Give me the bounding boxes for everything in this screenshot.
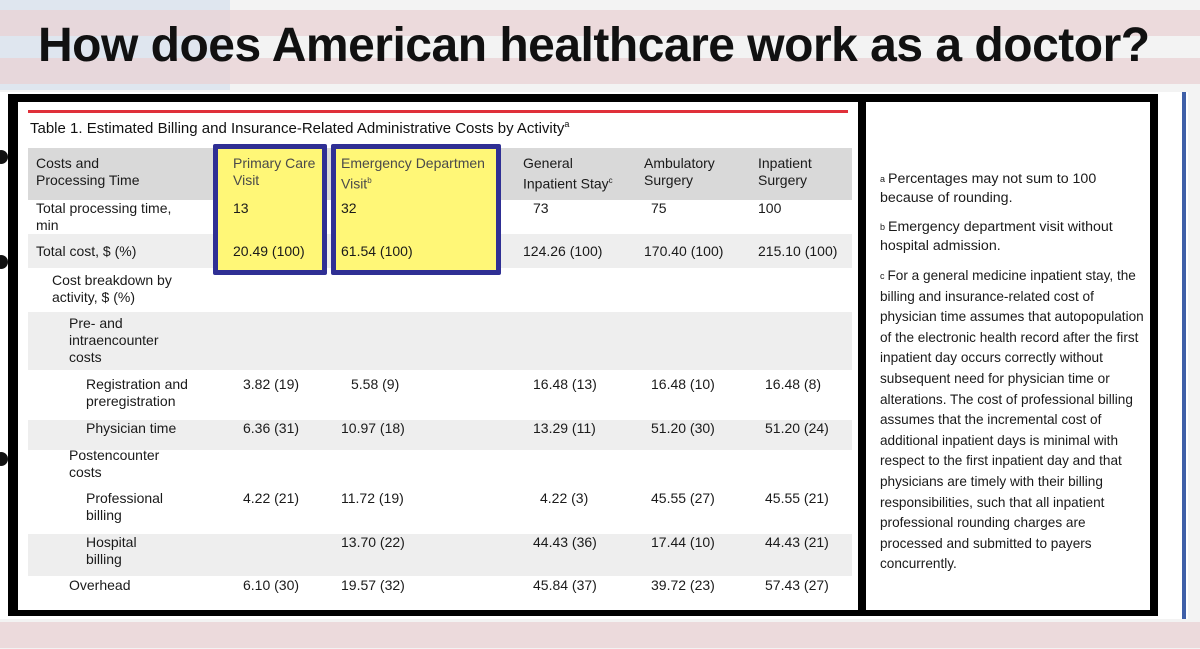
cost-table: [18, 102, 858, 610]
footnote-c: $^c$ For a general medicine inpatient stay, the billing and insurance-related cost of physician time assumes that autopopulation of the electronic health record after the first inpatient day occurs correctly without subsequent need for physician time or alterations. The cost of professional billing assumes that the incremental cost of additional inpatient days is minimal with respect to the first inpatient day and that physicians are timely with their billing responsibilities, such that all inpatient professional rounding charges are processed and submitted to payers concurrently.: [880, 268, 1144, 572]
table-cell: 44.43 (36): [533, 534, 597, 550]
table-cell: 16.48 (13): [533, 376, 597, 392]
row-label: Pre- and intraencounter costs: [69, 315, 159, 365]
table-cell: 16.48 (8): [765, 376, 822, 392]
table-cell: 17.44 (10): [651, 534, 715, 550]
slide-title: How does American healthcare work as a doctor?: [38, 19, 1150, 72]
table-cell: 44.43 (21): [765, 534, 829, 550]
table-cell: 73: [533, 200, 549, 216]
row-label: Hospital billing: [86, 534, 137, 567]
table-cell: 57.43 (27): [765, 577, 829, 593]
table-cell: 13: [233, 200, 249, 216]
table-cell: 10.97 (18): [341, 420, 405, 436]
table-cell: 45.84 (37): [533, 577, 597, 593]
header-ambulatory: Ambulatory Surgery: [644, 155, 715, 188]
table-cell: 6.36 (31): [243, 420, 300, 436]
row-label: Total processing time, min: [36, 200, 172, 233]
table-cell: 13.29 (11): [533, 420, 596, 436]
table-cell: 215.10 (100): [758, 243, 838, 259]
row-label: Total cost, $ (%): [36, 243, 137, 259]
table-cell: 4.22 (3): [540, 490, 589, 506]
header-costs: Costs and Processing Time: [36, 155, 140, 188]
row-label: Registration and preregistration: [86, 376, 188, 409]
table-cell: 45.55 (21): [765, 490, 829, 506]
panel-edge: [1182, 92, 1186, 619]
table-cell: 39.72 (23): [651, 577, 715, 593]
footnote-b: $^b$ Emergency department visit without hospital admission.: [880, 219, 1113, 254]
header-general-inpatient: General Inpatient Stay$^c$: [523, 155, 613, 192]
header-primary-care: Primary Care Visit: [233, 155, 316, 188]
table-cell: 11.72 (19): [341, 490, 404, 506]
table-top-rule: [28, 110, 848, 113]
table-cell: 124.26 (100): [523, 243, 603, 259]
table-cell: 75: [651, 200, 667, 216]
footnotes-panel: [866, 102, 1150, 610]
table-title: Table 1. Estimated Billing and Insurance-Related Administrative Costs by Activity$^a$: [30, 119, 570, 137]
table-cell: 45.55 (27): [651, 490, 715, 506]
table-cell: 16.48 (10): [651, 376, 715, 392]
table-cell: 51.20 (24): [765, 420, 829, 436]
table-cell: 4.22 (21): [243, 490, 300, 506]
table-cell: 5.58 (9): [351, 376, 400, 392]
table-cell: 100: [758, 200, 782, 216]
table-cell: 170.40 (100): [644, 243, 724, 259]
table-cell: 6.10 (30): [243, 577, 300, 593]
table-cell: 20.49 (100): [233, 243, 305, 259]
row-label: Physician time: [86, 420, 177, 436]
footnote-a: $^a$ Percentages may not sum to 100 because of rounding.: [880, 171, 1097, 206]
table-cell: 32: [341, 200, 357, 216]
header-emergency: Emergency Departmen Visit$^b$: [341, 155, 485, 192]
row-label: Professional billing: [86, 490, 164, 523]
row-label: Overhead: [69, 577, 131, 593]
table-cell: 19.57 (32): [341, 577, 405, 593]
table-cell: 13.70 (22): [341, 534, 405, 550]
flag-stripe: [0, 622, 1200, 648]
table-cell: 51.20 (30): [651, 420, 715, 436]
table-cell: 3.82 (19): [243, 376, 300, 392]
header-inpatient-surgery: Inpatient Surgery: [758, 155, 812, 188]
row-label: Cost breakdown by activity, $ (%): [52, 272, 172, 305]
row-label: Postencounter costs: [69, 447, 160, 480]
table-cell: 61.54 (100): [341, 243, 413, 259]
